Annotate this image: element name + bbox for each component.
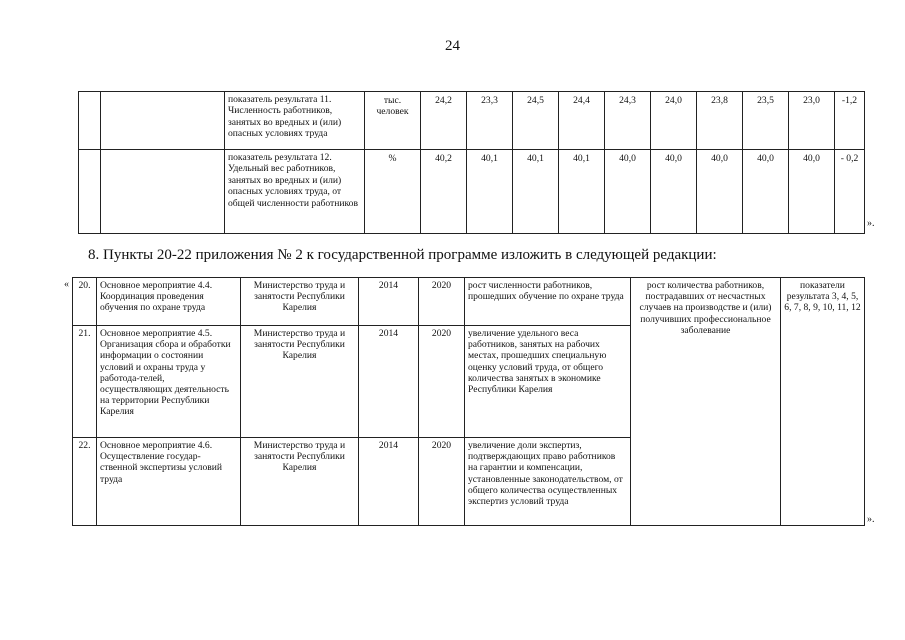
indicator-name: показатель результата 12. Удельный вес работников, занятых во вредных и (или) опасных условиях труда, от общей численности работников (225, 150, 365, 234)
unit: % (365, 150, 421, 234)
start-year: 2014 (359, 278, 419, 326)
end-year: 2020 (419, 278, 465, 326)
value-cell: 40,0 (605, 150, 651, 234)
value-cell: 24,3 (605, 92, 651, 150)
closing-quote-mark: ». (867, 514, 875, 525)
expected-result: увеличение доли экспертиз, подтверждающих право работников на гарантии и компенсации, установленные законодательством, от общего количества осуществленных экспертиз условий труда (465, 438, 631, 526)
row-number: 22. (73, 438, 97, 526)
expected-result: увеличение удельного веса работников, занятых на рабочих местах, прошедших специальную оценку условий труда, от общего количества занятых в экономике Республики Карелия (465, 326, 631, 438)
value-cell: 23,8 (697, 92, 743, 150)
value-cell: 40,1 (513, 150, 559, 234)
value-cell: 23,3 (467, 92, 513, 150)
value-cell: 40,0 (651, 150, 697, 234)
shared-result: рост количества работников, пострадавших от несчастных случаев на производстве и (или) получивших профессиональное заболевание (631, 278, 781, 526)
activity-name: Основное мероприятие 4.4. Координация проведения обучения по охране труда (97, 278, 241, 326)
table-row (79, 150, 865, 234)
value-cell: - 0,2 (835, 150, 865, 234)
expected-result: рост численности работников, прошедших обучение по охране труда (465, 278, 631, 326)
executor: Министерство труда и занятости Республики Карелия (241, 326, 359, 438)
value-cell: 24,5 (513, 92, 559, 150)
empty-cell (101, 150, 225, 234)
end-year: 2020 (419, 438, 465, 526)
value-cell: 23,0 (789, 92, 835, 150)
end-year: 2020 (419, 326, 465, 438)
shared-indicators: показатели результата 3, 4, 5, 6, 7, 8, 9, 10, 11, 12 (781, 278, 865, 526)
empty-cell (101, 92, 225, 150)
page-number: 24 (445, 38, 460, 54)
row-number: 20. (73, 278, 97, 326)
value-cell: 23,5 (743, 92, 789, 150)
value-cell: 24,0 (651, 92, 697, 150)
empty-cell (79, 92, 101, 150)
row-number: 21. (73, 326, 97, 438)
value-cell: 40,2 (421, 150, 467, 234)
indicators-table (78, 91, 865, 234)
closing-quote-mark: ». (867, 218, 875, 229)
activity-name: Основное мероприятие 4.6. Осуществление государ-ственной экспертизы условий труда (97, 438, 241, 526)
empty-cell (79, 150, 101, 234)
value-cell: 24,4 (559, 92, 605, 150)
table-row (79, 92, 865, 150)
table-row (73, 278, 865, 326)
value-cell: 40,1 (559, 150, 605, 234)
value-cell: 40,0 (789, 150, 835, 234)
opening-quote-mark: « (64, 279, 69, 290)
unit: тыс. человек (365, 92, 421, 150)
value-cell: 24,2 (421, 92, 467, 150)
value-cell: 40,1 (467, 150, 513, 234)
value-cell: 40,0 (697, 150, 743, 234)
indicator-name: показатель результата 11. Численность работников, занятых во вредных и (или) опасных условиях труда (225, 92, 365, 150)
executor: Министерство труда и занятости Республики Карелия (241, 438, 359, 526)
start-year: 2014 (359, 438, 419, 526)
activity-name: Основное мероприятие 4.5. Организация сбора и обработки информации о состоянии условий и охраны труда у работода-телей, осуществляющих деятельность на территории Республики Карелия (97, 326, 241, 438)
value-cell: 40,0 (743, 150, 789, 234)
activities-table (72, 277, 865, 526)
executor: Министерство труда и занятости Республики Карелия (241, 278, 359, 326)
section-heading: 8. Пункты 20-22 приложения № 2 к государственной программе изложить в следующей редакции: (88, 247, 717, 263)
start-year: 2014 (359, 326, 419, 438)
value-cell: -1,2 (835, 92, 865, 150)
